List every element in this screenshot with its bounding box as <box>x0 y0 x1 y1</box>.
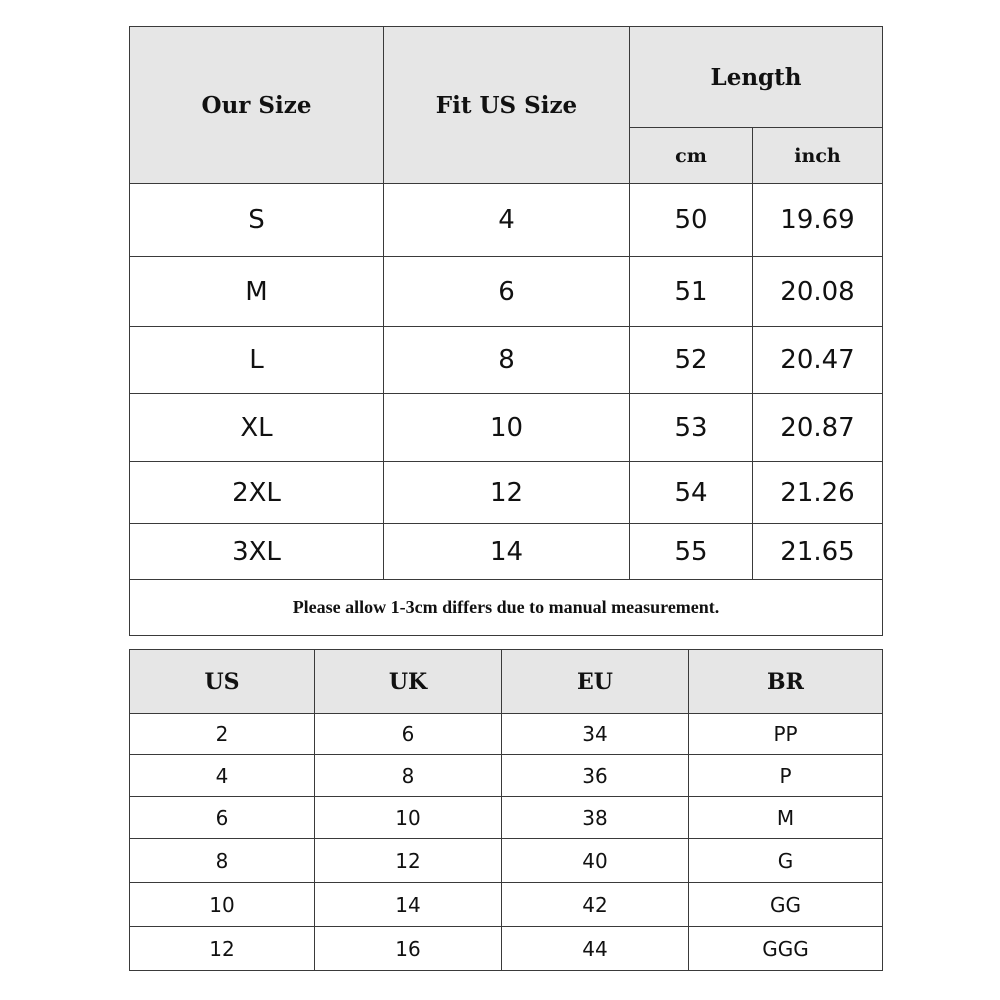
eu-cell: 44 <box>502 927 689 971</box>
our-size-cell: XL <box>130 394 384 462</box>
us-cell: 2 <box>130 714 315 755</box>
eu-cell: 34 <box>502 714 689 755</box>
us-cell: 4 <box>130 755 315 797</box>
header-length: Length <box>630 27 883 128</box>
fit-us-cell: 6 <box>384 257 630 327</box>
table-row <box>130 524 883 580</box>
us-cell: 10 <box>130 883 315 927</box>
br-cell: G <box>689 839 883 883</box>
table-row <box>130 462 883 524</box>
our-size-cell: 3XL <box>130 524 384 580</box>
table-row <box>130 839 883 883</box>
header-uk: UK <box>315 650 502 714</box>
our-size-cell: M <box>130 257 384 327</box>
cm-cell: 53 <box>630 394 753 462</box>
uk-cell: 8 <box>315 755 502 797</box>
us-cell: 8 <box>130 839 315 883</box>
cm-cell: 50 <box>630 184 753 257</box>
uk-cell: 16 <box>315 927 502 971</box>
table-row <box>130 257 883 327</box>
size-chart-table <box>129 26 883 636</box>
table-row <box>130 927 883 971</box>
header-our-size: Our Size <box>130 27 384 184</box>
br-cell: GGG <box>689 927 883 971</box>
our-size-cell: S <box>130 184 384 257</box>
fit-us-cell: 10 <box>384 394 630 462</box>
our-size-cell: 2XL <box>130 462 384 524</box>
cm-cell: 51 <box>630 257 753 327</box>
fit-us-cell: 12 <box>384 462 630 524</box>
uk-cell: 14 <box>315 883 502 927</box>
uk-cell: 12 <box>315 839 502 883</box>
header-eu: EU <box>502 650 689 714</box>
table-row <box>130 797 883 839</box>
table-row <box>130 755 883 797</box>
fit-us-cell: 14 <box>384 524 630 580</box>
cm-cell: 55 <box>630 524 753 580</box>
our-size-cell: L <box>130 327 384 394</box>
eu-cell: 36 <box>502 755 689 797</box>
uk-cell: 6 <box>315 714 502 755</box>
eu-cell: 38 <box>502 797 689 839</box>
header-inch: inch <box>753 128 883 184</box>
header-br: BR <box>689 650 883 714</box>
inch-cell: 20.47 <box>753 327 883 394</box>
cm-cell: 54 <box>630 462 753 524</box>
br-cell: P <box>689 755 883 797</box>
table-row <box>130 714 883 755</box>
size-conversion-table <box>129 649 883 971</box>
header-fit-us-size: Fit US Size <box>384 27 630 184</box>
us-cell: 6 <box>130 797 315 839</box>
inch-cell: 21.26 <box>753 462 883 524</box>
uk-cell: 10 <box>315 797 502 839</box>
cm-cell: 52 <box>630 327 753 394</box>
measurement-note: Please allow 1-3cm differs due to manual measurement. <box>130 580 883 636</box>
br-cell: GG <box>689 883 883 927</box>
fit-us-cell: 4 <box>384 184 630 257</box>
us-cell: 12 <box>130 927 315 971</box>
br-cell: PP <box>689 714 883 755</box>
eu-cell: 40 <box>502 839 689 883</box>
inch-cell: 21.65 <box>753 524 883 580</box>
fit-us-cell: 8 <box>384 327 630 394</box>
header-us: US <box>130 650 315 714</box>
inch-cell: 20.08 <box>753 257 883 327</box>
inch-cell: 19.69 <box>753 184 883 257</box>
eu-cell: 42 <box>502 883 689 927</box>
table-row <box>130 883 883 927</box>
table-row <box>130 394 883 462</box>
table-row <box>130 327 883 394</box>
inch-cell: 20.87 <box>753 394 883 462</box>
br-cell: M <box>689 797 883 839</box>
header-cm: cm <box>630 128 753 184</box>
table-row <box>130 184 883 257</box>
